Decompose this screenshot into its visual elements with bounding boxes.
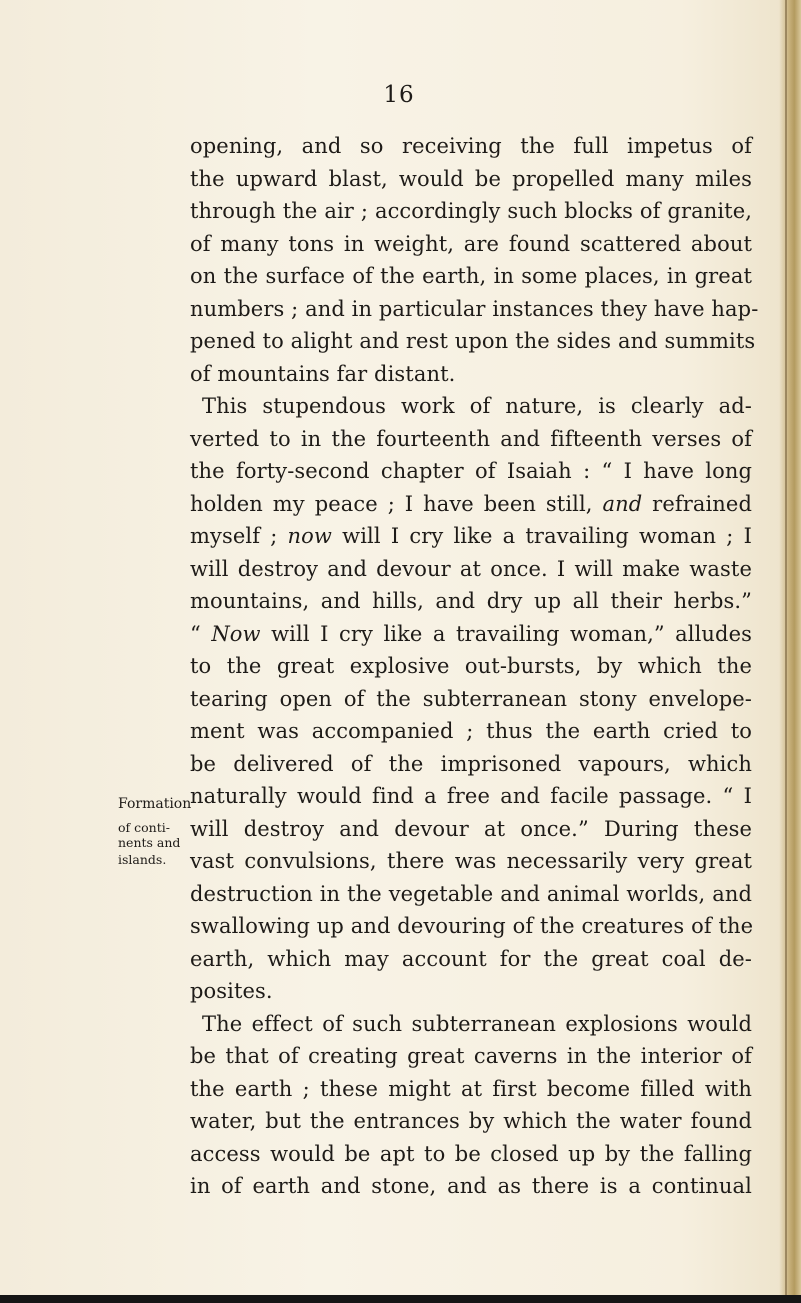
text-line: opening, and so receiving the full impetus of <box>190 134 752 158</box>
text-line: naturally would find a free and facile passage. “ I <box>190 784 752 808</box>
text-line: swallowing up and devouring of the creatures of the <box>190 914 754 938</box>
text-line: of many tons in weight, are found scattered about <box>190 231 752 256</box>
text-line: will destroy and devour at once. I will make waste <box>190 556 752 581</box>
text-line: mountains, and hills, and dry up all their herbs.” <box>190 589 752 613</box>
text-line: ment was accompanied ; thus the earth cried to <box>190 719 752 743</box>
text-line: destruction in the vegetable and animal worlds, and <box>190 881 752 906</box>
text-line: be delivered of the imprisoned vapours, which <box>190 751 752 776</box>
text-line: in of earth and stone, and as there is a continual <box>190 1174 752 1198</box>
text-line: be that of creating great caverns in the interior of <box>190 1044 752 1068</box>
sidenote-line: of conti- <box>118 820 170 835</box>
page-edge-shadow <box>779 0 801 1303</box>
emphasis-text: Now <box>211 621 261 646</box>
text-line: pened to alight and rest upon the sides and summits <box>190 329 756 353</box>
text-line: earth, which may account for the great coal de- <box>190 946 752 971</box>
text-line: The effect of such subterranean explosions would <box>202 1011 752 1036</box>
text-line: “ Now will I cry like a travailing woman,” alludes <box>190 621 752 646</box>
page-number: 16 <box>383 82 415 108</box>
text-line: This stupendous work of nature, is clearly ad- <box>202 394 752 418</box>
text-line: access would be apt to be closed up by the falling <box>190 1141 752 1166</box>
text-line: vast convulsions, there was necessarily very great <box>190 849 752 873</box>
text-line: the forty-second chapter of Isaiah : “ I have long <box>190 459 752 483</box>
body-text <box>190 130 759 1203</box>
margin-sidenote <box>118 796 190 868</box>
text-line: to the great explosive out-bursts, by which the <box>190 654 752 678</box>
scan-bottom-edge <box>0 1295 801 1303</box>
sidenote-title: Formation <box>118 796 192 812</box>
text-line: of mountains far distant. <box>190 361 456 386</box>
emphasis-text: and <box>602 491 643 516</box>
sidenote-line: nents and <box>118 834 181 850</box>
text-line: numbers ; and in particular instances they have hap- <box>190 296 759 321</box>
binding-line <box>785 0 787 1303</box>
text-line: will destroy and devour at once.” During these <box>190 816 752 841</box>
sidenote-line: islands. <box>118 852 167 867</box>
text-line: verted to in the fourteenth and fifteenth verses of <box>190 426 752 451</box>
text-line: posites. <box>190 979 273 1003</box>
text-line: the upward blast, would be propelled many miles <box>190 166 752 191</box>
text-line: myself ; now will I cry like a travailing woman ; I <box>190 524 752 548</box>
emphasis-text: now <box>287 524 332 548</box>
text-line: on the surface of the earth, in some places, in great <box>190 264 752 288</box>
text-line: holden my peace ; I have been still, and refrained <box>190 491 752 516</box>
text-line: tearing open of the subterranean stony envelope- <box>190 686 752 711</box>
text-line: through the air ; accordingly such blocks of granite, <box>190 199 752 223</box>
text-line: the earth ; these might at first become filled with <box>190 1076 752 1101</box>
text-line: water, but the entrances by which the water found <box>190 1109 752 1133</box>
